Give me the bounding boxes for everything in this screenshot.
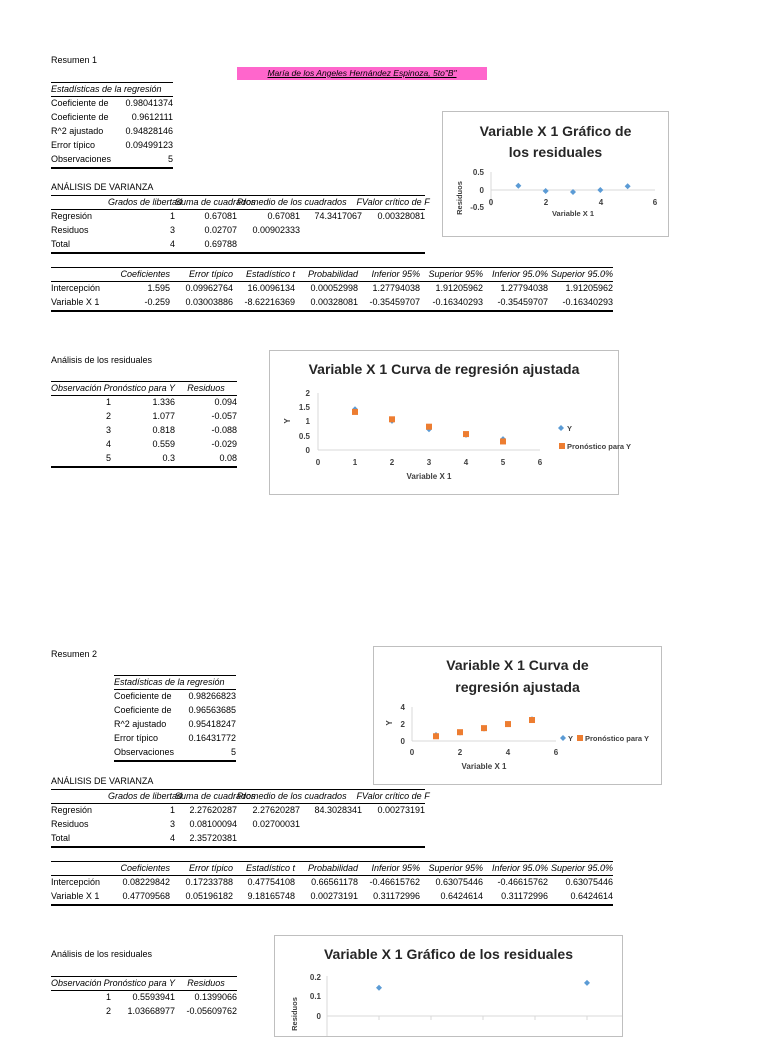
residuals-cell: 0.818	[152, 425, 175, 435]
anova-cell: 0.00902333	[252, 225, 300, 235]
anova-cell: 2.27620287	[252, 805, 300, 815]
residuals-header: Observación	[51, 978, 102, 988]
anova-cell: 0.67081	[204, 211, 237, 221]
y-tick-label: 0.5	[472, 168, 484, 177]
anova-header: Promedio de los cuadrados	[237, 197, 347, 207]
legend-label: Pronóstico para Y	[567, 442, 632, 451]
x-tick-label: 6	[553, 748, 559, 757]
residuals-cell: 0.094	[214, 397, 237, 407]
anova-header: Valor crítico de F	[362, 197, 430, 207]
y-axis-label: Y	[283, 418, 292, 424]
coef-cell: -0.35459707	[497, 297, 548, 307]
coef-cell: 1.27794038	[372, 283, 420, 293]
x-tick-label: 2	[543, 198, 549, 207]
regstats-value: 0.95418247	[188, 719, 236, 729]
residuals-title: Análisis de los residuales	[51, 949, 153, 959]
anova-cell: 84.3028341	[314, 805, 362, 815]
x-tick-label: 0	[409, 748, 415, 757]
coef-header: Coeficientes	[120, 269, 170, 279]
anova-cell: 2.27620287	[189, 805, 237, 815]
residuals-cell: 2	[105, 411, 111, 421]
residuals-cell: -0.088	[211, 425, 237, 435]
regstats-label: R^2 ajustado	[114, 719, 167, 729]
regstats-value: 0.96563685	[188, 705, 236, 715]
coef-cell: 0.31172996	[501, 891, 548, 901]
predicted-point	[463, 431, 469, 437]
coef-header: Inferior 95.0%	[491, 863, 548, 873]
coef-row-label: Intercepción	[51, 283, 101, 293]
predicted-point	[352, 409, 358, 415]
chart-title-line: Variable X 1 Gráfico de	[479, 123, 632, 139]
legend-marker-pred	[577, 735, 583, 741]
residuals-cell: 2	[105, 1006, 111, 1016]
regstats-value: 0.98266823	[188, 691, 236, 701]
anova-cell: 4	[169, 833, 175, 843]
coef-cell: 0.47709568	[122, 891, 170, 901]
anova-cell: 2.35720381	[189, 833, 237, 843]
author-banner: María de los Angeles Hernández Espinoza, 5to"B"	[237, 67, 487, 80]
y-axis-label: Y	[385, 720, 394, 726]
anova-header: Grados de libertad	[108, 791, 183, 801]
regstats-header: Estadísticas de la regresión	[51, 84, 162, 94]
coef-cell: 0.00328081	[310, 297, 358, 307]
coef-cell: 0.00052998	[310, 283, 358, 293]
coef-cell: 16.0096134	[247, 283, 295, 293]
data-point	[376, 985, 382, 991]
residuals-chart-1[interactable]	[442, 111, 669, 237]
anova-title: ANÁLISIS DE VARIANZA	[51, 182, 154, 192]
anova-cell: 3	[169, 225, 175, 235]
coef-cell: 0.47754108	[247, 877, 295, 887]
residuals-cell: 0.1399066	[194, 992, 237, 1002]
anova-cell: 1	[169, 211, 175, 221]
coef-cell: -0.35459707	[369, 297, 420, 307]
legend	[558, 424, 631, 451]
data-point	[543, 188, 549, 194]
coef-cell: 0.63075446	[435, 877, 483, 887]
residuals-cell: 0.5593941	[132, 992, 175, 1002]
coef-header: Inferior 95.0%	[491, 269, 548, 279]
chart-title-line: regresión ajustada	[455, 679, 580, 695]
coef-cell: 0.6424614	[440, 891, 483, 901]
y-axis-label: Residuos	[455, 181, 464, 215]
residuals-header: Residuos	[187, 978, 225, 988]
residuals-chart-2[interactable]	[274, 935, 623, 1037]
coef-header: Superior 95.0%	[550, 863, 613, 873]
anova-cell: 0.02700031	[252, 819, 300, 829]
coef-header: Probabilidad	[307, 269, 358, 279]
x-tick-label: 4	[505, 748, 511, 757]
residuals-cell: -0.029	[211, 439, 237, 449]
coef-header: Superior 95%	[428, 863, 483, 873]
residuals-header: Residuos	[187, 383, 225, 393]
y-tick-label: 1	[305, 417, 310, 426]
anova-header: Promedio de los cuadrados	[237, 791, 347, 801]
y-tick-label: 0.1	[309, 992, 321, 1001]
coef-header: Probabilidad	[307, 863, 358, 873]
coef-cell: 0.05196182	[185, 891, 233, 901]
y-tick-label: 0	[400, 737, 405, 746]
coef-header: Inferior 95%	[371, 863, 420, 873]
data-points	[352, 406, 506, 444]
anova-cell: 4	[169, 239, 175, 249]
coef-cell: 0.08229842	[122, 877, 170, 887]
residuals-cell: 0.08	[219, 453, 237, 463]
predicted-point	[481, 725, 487, 731]
regstats-label: Error típico	[51, 140, 96, 150]
anova-cell: 0.08100094	[189, 819, 237, 829]
anova-cell: 0.02707	[204, 225, 237, 235]
chart-title: Variable X 1 Curva de regresión ajustada	[308, 361, 580, 377]
x-tick-label: 0	[488, 198, 494, 207]
residuals-header: Pronóstico para Y	[103, 383, 175, 393]
coef-header: Coeficientes	[120, 863, 170, 873]
residuals-cell: 0.559	[152, 439, 175, 449]
anova-cell: 3	[169, 819, 175, 829]
anova-cell: 0.00273191	[377, 805, 425, 815]
anova-header: F	[356, 791, 362, 801]
coef-cell: 0.6424614	[570, 891, 613, 901]
anova-header: Suma de cuadrados	[175, 791, 256, 801]
regstats-label: Coeficiente de	[51, 98, 109, 108]
x-axis-label: Variable X 1	[461, 762, 507, 771]
predicted-point	[426, 424, 432, 430]
coef-header: Error típico	[188, 269, 233, 279]
anova-header: Grados de libertad	[108, 197, 183, 207]
regstats-value: 0.16431772	[188, 733, 236, 743]
regstats-value: 0.09499123	[125, 140, 173, 150]
regstats-value: 5	[167, 154, 173, 164]
data-point	[584, 980, 590, 986]
anova-row-label: Residuos	[51, 819, 89, 829]
x-tick-label: 2	[389, 458, 395, 467]
residuals-cell: 1.03668977	[127, 1006, 175, 1016]
x-axis-label: Variable X 1	[551, 209, 595, 218]
fitted-curve-chart-1[interactable]	[269, 350, 632, 495]
y-tick-label: 0.5	[298, 432, 310, 441]
coef-cell: 0.63075446	[565, 877, 613, 887]
residuals-cell: 1.077	[152, 411, 175, 421]
legend-marker-pred	[559, 443, 565, 449]
chart-plot	[270, 351, 632, 494]
predicted-point	[529, 717, 535, 723]
x-tick-label: 0	[315, 458, 321, 467]
y-tick-label: 4	[400, 703, 405, 712]
anova-row-label: Residuos	[51, 225, 89, 235]
residuals-cell: 5	[105, 453, 111, 463]
residuals-cell: 0.3	[162, 453, 175, 463]
coef-cell: 0.17233788	[185, 877, 233, 887]
residuals-header: Pronóstico para Y	[103, 978, 175, 988]
anova-cell: 0.69788	[204, 239, 237, 249]
coef-cell: 1.595	[147, 283, 170, 293]
x-tick-label: 1	[352, 458, 358, 467]
chart-title-line: los residuales	[508, 144, 603, 160]
coef-cell: -8.62216369	[244, 297, 295, 307]
residuals-title: Análisis de los residuales	[51, 355, 153, 365]
chart-plot	[374, 647, 661, 784]
data-point	[597, 187, 603, 193]
data-points	[433, 716, 535, 739]
coef-header: Superior 95.0%	[550, 269, 613, 279]
regstats-label: Error típico	[114, 733, 159, 743]
regstats-value: 0.94828146	[125, 126, 173, 136]
anova-cell: 1	[169, 805, 175, 815]
coef-header: Error típico	[188, 863, 233, 873]
coef-row-label: Intercepción	[51, 877, 101, 887]
data-point	[515, 183, 521, 189]
y-axis-label: Residuos	[290, 997, 299, 1031]
predicted-point	[505, 721, 511, 727]
legend-label: Pronóstico para Y	[585, 734, 650, 743]
x-tick-label: 4	[463, 458, 469, 467]
regstats-label: R^2 ajustado	[51, 126, 104, 136]
coef-cell: -0.16340293	[562, 297, 613, 307]
chart-plot	[443, 112, 668, 236]
predicted-point	[389, 416, 395, 422]
data-points	[376, 980, 590, 991]
y-tick-label: 0.2	[309, 973, 321, 982]
residuals-cell: 1.336	[152, 397, 175, 407]
predicted-point	[500, 438, 506, 444]
summary1-title: Resumen 1	[51, 55, 98, 65]
chart-title: Variable X 1 Gráfico de los residuales	[323, 946, 573, 962]
residuals-cell: 1	[105, 992, 111, 1002]
coef-cell: 0.03003886	[185, 297, 233, 307]
coef-cell: -0.46615762	[369, 877, 420, 887]
residuals-cell: 4	[105, 439, 111, 449]
data-point	[625, 183, 631, 189]
y-tick-label: 2	[400, 720, 405, 729]
regstats-label: Observaciones	[51, 154, 112, 164]
anova-header: Suma de cuadrados	[175, 197, 256, 207]
legend	[560, 734, 649, 743]
coef-cell: 9.18165748	[247, 891, 295, 901]
coef-header: Estadístico t	[245, 269, 295, 279]
coef-cell: 0.09962764	[185, 283, 233, 293]
regstats-label: Coeficiente de	[51, 112, 109, 122]
data-points	[515, 183, 630, 195]
residuals-header: Observación	[51, 383, 102, 393]
fitted-curve-chart-2[interactable]	[373, 646, 662, 785]
legend-marker-y	[558, 425, 564, 431]
predicted-point	[433, 733, 439, 739]
residuals-cell: 3	[105, 425, 111, 435]
anova-cell: 0.00328081	[377, 211, 425, 221]
coef-row-label: Variable X 1	[51, 891, 100, 901]
coef-cell: -0.16340293	[432, 297, 483, 307]
coef-cell: 1.91205962	[565, 283, 613, 293]
coef-cell: 0.31172996	[373, 891, 420, 901]
regstats-label: Observaciones	[114, 747, 175, 757]
y-tick-label: 2	[305, 389, 310, 398]
chart-plot	[275, 936, 622, 1036]
coef-cell: -0.46615762	[497, 877, 548, 887]
anova-cell: 0.67081	[267, 211, 300, 221]
anova-header: Valor crítico de F	[362, 791, 430, 801]
legend-label: Y	[568, 734, 574, 743]
coef-cell: 0.00273191	[310, 891, 358, 901]
x-tick-label: 3	[426, 458, 432, 467]
legend-marker-y	[560, 735, 566, 741]
coef-cell: 1.91205962	[435, 283, 483, 293]
predicted-point	[457, 729, 463, 735]
regstats-value: 0.98041374	[125, 98, 173, 108]
residuals-cell: -0.057	[211, 411, 237, 421]
anova-row-label: Total	[51, 239, 71, 249]
residuals-cell: 1	[105, 397, 111, 407]
x-tick-label: 2	[457, 748, 463, 757]
anova-row-label: Regresión	[51, 211, 93, 221]
anova-title: ANÁLISIS DE VARIANZA	[51, 776, 154, 786]
coef-cell: -0.259	[144, 297, 170, 307]
x-tick-label: 6	[652, 198, 658, 207]
y-tick-label: 0	[305, 446, 310, 455]
anova-header: F	[356, 197, 362, 207]
coef-header: Inferior 95%	[371, 269, 420, 279]
coef-row-label: Variable X 1	[51, 297, 100, 307]
x-axis-label: Variable X 1	[406, 472, 452, 481]
anova-row-label: Regresión	[51, 805, 93, 815]
x-tick-label: 4	[598, 198, 604, 207]
regstats-value: 0.9612111	[131, 112, 173, 122]
chart-title-line: Variable X 1 Curva de	[446, 657, 589, 673]
regstats-label: Coeficiente de	[114, 705, 172, 715]
residuals-cell: -0.05609762	[186, 1006, 237, 1016]
anova-row-label: Total	[51, 833, 71, 843]
anova-cell: 74.3417067	[314, 211, 362, 221]
coef-header: Superior 95%	[428, 269, 483, 279]
x-tick-label: 5	[500, 458, 506, 467]
y-tick-label: 0	[479, 186, 484, 195]
coef-header: Estadístico t	[245, 863, 295, 873]
y-tick-label: -0.5	[470, 203, 484, 212]
regstats-value: 5	[230, 747, 236, 757]
summary2-title: Resumen 2	[51, 649, 98, 659]
regstats-label: Coeficiente de	[114, 691, 172, 701]
legend-label: Y	[567, 424, 573, 433]
regstats-header: Estadísticas de la regresión	[114, 677, 225, 687]
coef-cell: 0.66561178	[311, 877, 358, 887]
y-tick-label: 1.5	[298, 403, 310, 412]
y-tick-label: 0	[316, 1012, 321, 1021]
coef-cell: 1.27794038	[500, 283, 548, 293]
x-tick-label: 6	[537, 458, 543, 467]
